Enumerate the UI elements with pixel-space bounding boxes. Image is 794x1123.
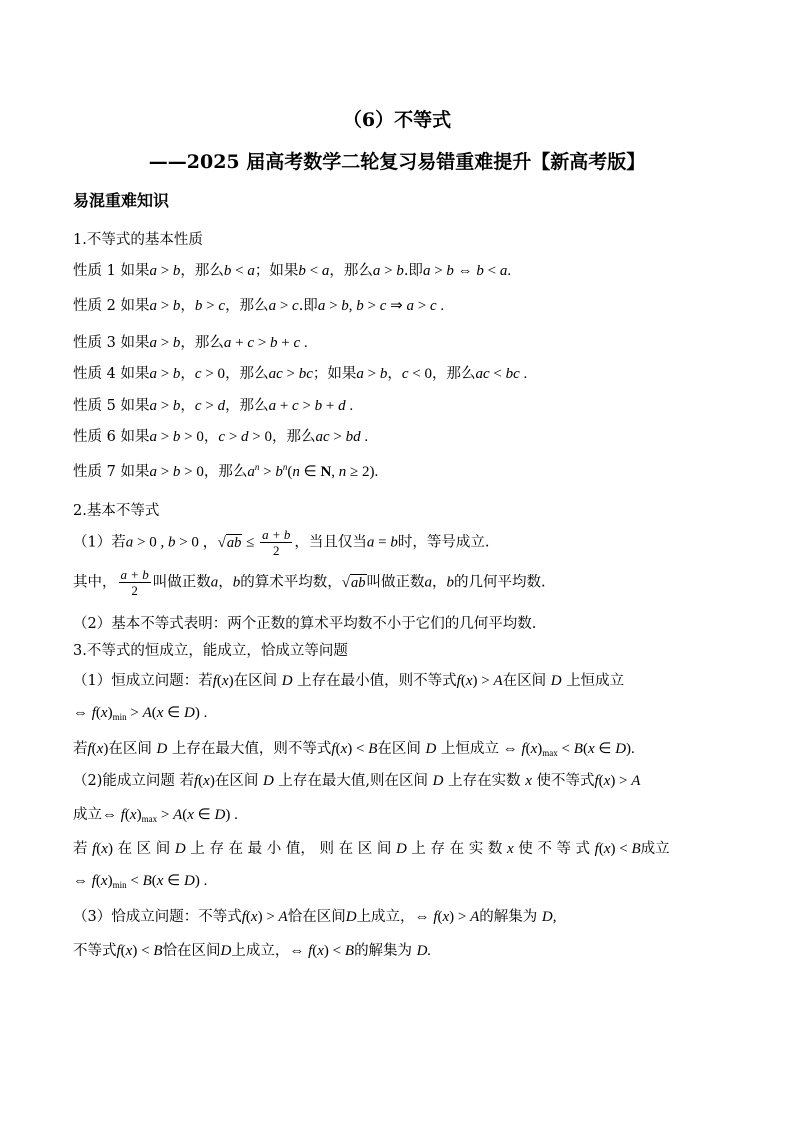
s2-line-3: （2）基本不等式表明：两个正数的算术平均数不小于它们的几何平均数. xyxy=(73,616,537,632)
s2-line-2: 其中， $\frac{a + b}{2}$ 叫做正数a，b的算术平均数，√ab叫做正数a，b的几何平均数. xyxy=(73,567,546,598)
property-3: 性质 3 如果a > b，那么a + c > b + c . xyxy=(73,335,308,351)
property-2: 性质 2 如果a > b，b > c，那么a > c.即a > b, b > c ⇒ a > c . xyxy=(73,298,445,314)
document-title: （6）不等式 xyxy=(342,109,452,131)
s2-line-1: （1）若a > 0 , b > 0 ，√ab ≤ $\frac{a + b}{2}$ ，当且仅当a = b时，等号成立. xyxy=(73,527,490,558)
s3-line-2: ⇔ $f(x)_{min} > A(x$ ∈ D) . xyxy=(73,705,208,722)
s3-line-7: ⇔ $f(x)_{min} < B(x$ ∈ D) . xyxy=(73,873,208,890)
property-1: 性质 1 如果a > b，那么b < a；如果b < a，那么a > b.即a > b ⇔ b < a. xyxy=(73,263,512,279)
s2-heading: 2.基本不等式 xyxy=(73,503,160,519)
s3-line-8: （3）恰成立问题：不等式f(x) > A恰在区间D上成立，⇔ f(x) > A的解集为 D, xyxy=(73,909,557,925)
property-4: 性质 4 如果a > b，c > 0，那么ac > bc；如果a > b，c < 0，那么ac < bc . xyxy=(73,366,528,382)
s3-line-6: 若 f(x) 在 区 间 D 上 存 在 最 小 值， 则 在 区 间 D 上 存 在 实 数 x 使 不 等 式 f(x) < B成立 xyxy=(73,841,670,857)
s3-heading: 3.不等式的恒成立，能成立，恰成立等问题 xyxy=(73,643,348,659)
s3-line-3: 若f(x)在区间 D 上存在最大值，则不等式f(x) < B在区间 D 上恒成立 ⇔ $f(x)_{max} < B(x$ ∈ D). xyxy=(73,741,635,758)
s3-line-4: （2)能成立问题 若f(x)在区间 D 上存在最大值,则在区间 D 上存在实数 x 使不等式f(x) > A xyxy=(73,773,641,789)
property-6: 性质 6 如果a > b > 0，c > d > 0，那么ac > bd . xyxy=(73,429,369,445)
s1-heading: 1.不等式的基本性质 xyxy=(73,232,203,248)
section-heading: 易混重难知识 xyxy=(73,191,170,210)
s3-line-9: 不等式f(x) < B恰在区间D上成立，⇔ f(x) < B的解集为 D. xyxy=(73,943,432,959)
property-5: 性质 5 如果a > b，c > d，那么a + c > b + d . xyxy=(73,398,354,414)
document-subtitle: ——2025 届高考数学二轮复习易错重难提升【新高考版】 xyxy=(148,151,646,173)
property-7: 性质 7 如果a > b > 0，那么$a^n > b^n(n$ ∈ N, n ≥ 2). xyxy=(73,462,379,480)
s3-line-5: 成立⇔ $f(x)_{max} > A(x$ ∈ D) . xyxy=(73,807,238,824)
s3-line-1: （1）恒成立问题：若f(x)在区间 D 上存在最小值，则不等式f(x) > A在区间 D 上恒成立 xyxy=(73,673,625,689)
